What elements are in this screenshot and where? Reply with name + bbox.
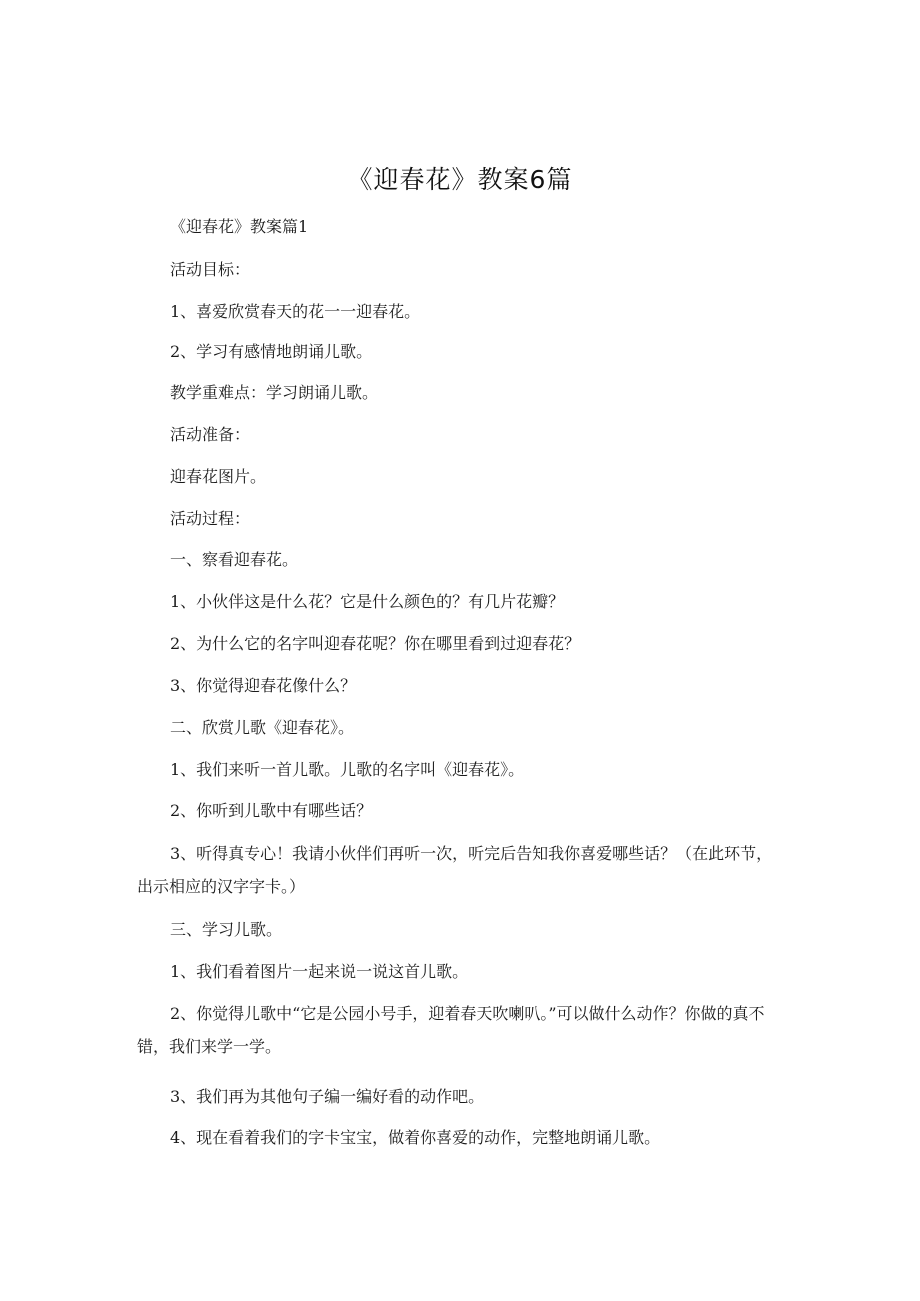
- listen-step-3: 3、听得真专心！我请小伙伴们再听一次，听完后告知我你喜爱哪些话？（在此环节，出示相应的汉字字卡。）: [137, 844, 773, 896]
- listen-step-2: 2、你听到儿歌中有哪些话？: [170, 801, 373, 820]
- section-two: 二、欣赏儿歌《迎春花》。: [170, 718, 355, 737]
- process-label: 活动过程：: [170, 509, 251, 528]
- learn-step-4: 4、现在看着我们的字卡宝宝，做着你喜爱的动作，完整地朗诵儿歌。: [170, 1128, 661, 1147]
- document-title: 《迎春花》教案6篇: [347, 165, 573, 194]
- preparation-item: 迎春花图片。: [170, 467, 267, 486]
- preparation-label: 活动准备：: [170, 425, 251, 444]
- key-difficulty: 教学重难点：学习朗诵儿歌。: [170, 383, 379, 402]
- learn-step-3: 3、我们再为其他句子编一编好看的动作吧。: [170, 1087, 485, 1106]
- listen-step-1: 1、我们来听一首儿歌。儿歌的名字叫《迎春花》。: [170, 760, 525, 779]
- goal-1: 1、喜爱欣赏春天的花一一迎春花。: [170, 302, 421, 321]
- activity-goals-label: 活动目标：: [170, 260, 251, 279]
- section-heading-lesson-1: 《迎春花》教案篇1: [170, 217, 309, 236]
- learn-step-1: 1、我们看着图片一起来说一说这首儿歌。: [170, 962, 469, 981]
- goal-2: 2、学习有感情地朗诵儿歌。: [170, 342, 373, 361]
- section-one: 一、察看迎春花。: [170, 550, 299, 569]
- section-three: 三、学习儿歌。: [170, 920, 283, 939]
- question-2: 2、为什么它的名字叫迎春花呢？你在哪里看到过迎春花？: [170, 634, 581, 653]
- learn-step-2: 2、你觉得儿歌中“它是公园小号手，迎着春天吹喇叭。”可以做什么动作？你做的真不错，我们来学一学。: [137, 1004, 765, 1056]
- question-3: 3、你觉得迎春花像什么？: [170, 676, 357, 695]
- question-1: 1、小伙伴这是什么花？它是什么颜色的？有几片花瓣？: [170, 592, 565, 611]
